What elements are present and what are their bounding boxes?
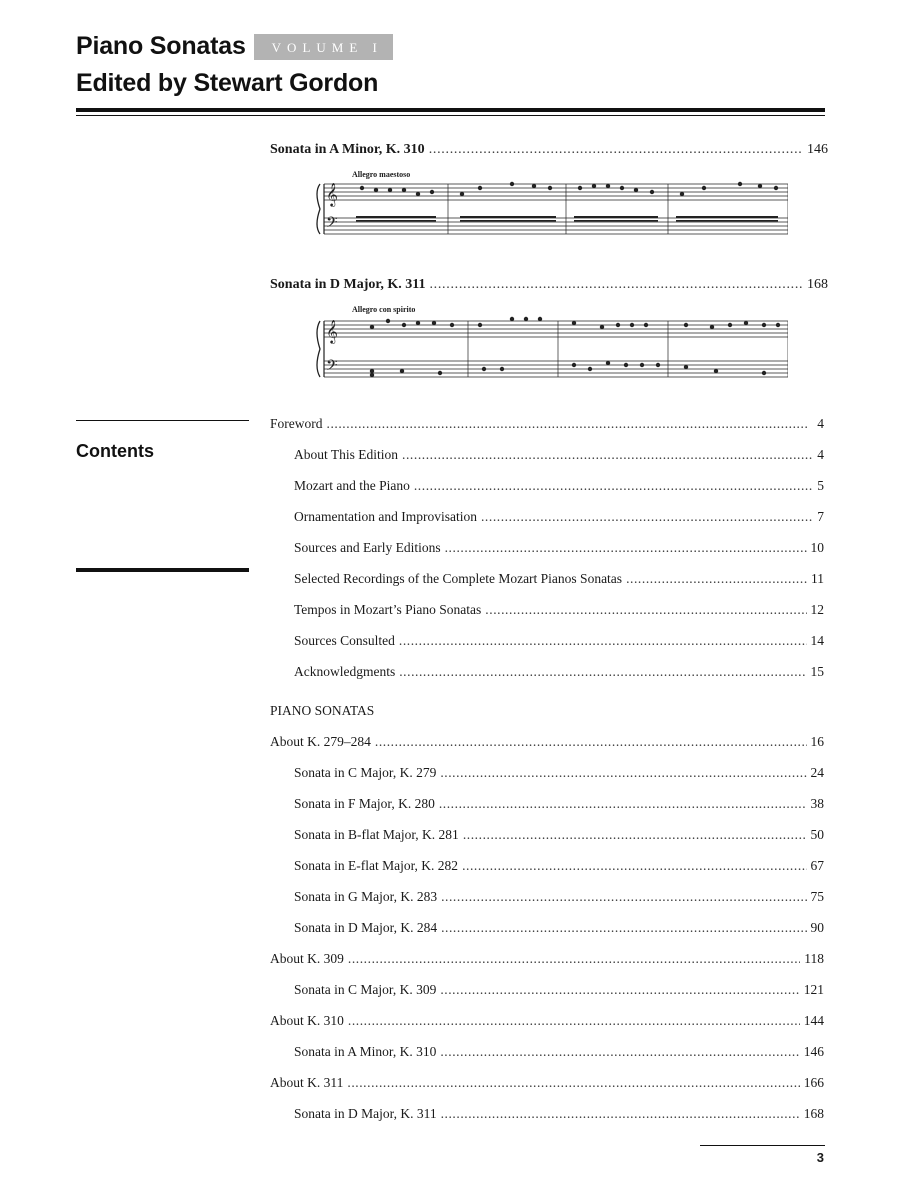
music-excerpt-k311 <box>312 305 788 387</box>
toc-item-page: 12 <box>810 602 824 617</box>
toc-item[interactable] <box>294 571 824 587</box>
toc-item[interactable] <box>270 1013 824 1029</box>
leader-dots <box>485 602 806 618</box>
leader-dots <box>429 142 803 158</box>
svg-text:𝄢: 𝄢 <box>326 214 338 235</box>
svg-text:𝄢: 𝄢 <box>326 357 338 378</box>
leader-dots <box>439 796 807 812</box>
toc-item[interactable] <box>294 920 824 936</box>
toc-item[interactable] <box>294 889 824 905</box>
page-title: Piano Sonatas <box>76 32 246 60</box>
toc-item[interactable] <box>270 1075 824 1091</box>
leader-dots <box>375 734 807 750</box>
tempo-marking: Allegro maestoso <box>352 170 411 179</box>
leader-dots <box>399 633 807 649</box>
toc-item[interactable] <box>294 633 824 649</box>
toc-item-label: Sonata in C Major, K. 309 <box>294 982 437 997</box>
footer-rule <box>700 1145 825 1146</box>
leader-dots <box>462 858 806 874</box>
page-subtitle: Edited by Stewart Gordon <box>76 69 379 97</box>
toc-item-label: Sources and Early Editions <box>294 540 441 555</box>
toc-item[interactable] <box>270 416 824 432</box>
toc-item-page: 75 <box>810 889 824 904</box>
toc-item[interactable] <box>294 540 824 556</box>
toc-item-page: 144 <box>803 1013 824 1028</box>
svg-text:𝄞: 𝄞 <box>326 182 338 206</box>
leader-dots <box>441 889 806 905</box>
toc-item-label: About K. 311 <box>270 1075 344 1090</box>
toc-section-heading: PIANO SONATAS <box>270 703 375 718</box>
toc-item-page: 166 <box>803 1075 824 1090</box>
toc-item-label: Sources Consulted <box>294 633 395 648</box>
toc-item-page: 11 <box>811 571 824 586</box>
leader-dots <box>440 1044 799 1060</box>
featured-sonata-page: 146 <box>807 142 828 157</box>
toc-item[interactable] <box>294 664 824 680</box>
leader-dots <box>429 277 803 293</box>
leader-dots <box>441 1106 800 1122</box>
toc-item-page: 118 <box>804 951 824 966</box>
toc-item[interactable] <box>294 602 824 618</box>
page-header <box>76 32 393 98</box>
toc-item-page: 4 <box>817 447 824 462</box>
svg-text:𝄞: 𝄞 <box>326 319 338 343</box>
toc-item[interactable] <box>294 765 824 781</box>
tempo-marking: Allegro con spirito <box>352 305 416 314</box>
page-number: 3 <box>816 1150 824 1165</box>
contents-heading: Contents <box>76 441 154 461</box>
leader-dots <box>441 920 806 936</box>
toc-item-label: About K. 310 <box>270 1013 344 1028</box>
toc-item-page: 10 <box>810 540 824 555</box>
toc-item[interactable] <box>294 1106 824 1122</box>
featured-sonata-page: 168 <box>807 277 828 292</box>
leader-dots <box>626 571 807 587</box>
toc-item[interactable] <box>294 858 824 874</box>
toc-item-label: About K. 279–284 <box>270 734 371 749</box>
leader-dots <box>327 416 814 432</box>
toc-item-label: Sonata in B-flat Major, K. 281 <box>294 827 459 842</box>
header-rule-thin <box>76 115 825 116</box>
leader-dots <box>440 765 806 781</box>
leader-dots <box>348 1013 800 1029</box>
music-staff-icon <box>312 170 788 248</box>
toc-item-page: 121 <box>803 982 824 997</box>
toc-item-page: 90 <box>810 920 824 935</box>
toc-item-label: Sonata in F Major, K. 280 <box>294 796 435 811</box>
featured-sonata-title: Sonata in A Minor, K. 310 <box>270 142 425 157</box>
toc-item-page: 168 <box>803 1106 824 1121</box>
featured-sonata-title: Sonata in D Major, K. 311 <box>270 277 426 292</box>
toc-item-page: 14 <box>810 633 824 648</box>
toc-item[interactable] <box>270 734 824 750</box>
leader-dots <box>348 951 800 967</box>
featured-sonata-entry[interactable] <box>270 277 828 293</box>
sidebar-rule-thick <box>76 568 249 572</box>
volume-badge: VOLUME I <box>254 34 393 60</box>
toc-item-page: 50 <box>810 827 824 842</box>
toc-item-label: Sonata in D Major, K. 284 <box>294 920 438 935</box>
toc-item-page: 38 <box>810 796 824 811</box>
featured-sonata-entry[interactable] <box>270 142 828 158</box>
toc-item-label: Sonata in D Major, K. 311 <box>294 1106 437 1121</box>
toc-item-label: Sonata in C Major, K. 279 <box>294 765 437 780</box>
toc-item-page: 24 <box>810 765 824 780</box>
sidebar-rule-thin <box>76 420 249 421</box>
music-excerpt-k310 <box>312 170 788 248</box>
toc-item-page: 4 <box>817 416 824 431</box>
toc-item-page: 7 <box>817 509 824 524</box>
toc-item[interactable] <box>270 951 824 967</box>
leader-dots <box>402 447 813 463</box>
leader-dots <box>445 540 807 556</box>
title-row <box>76 32 393 61</box>
toc-item-label: About This Edition <box>294 447 399 462</box>
toc-item-page: 146 <box>803 1044 824 1059</box>
toc-item[interactable] <box>294 478 824 494</box>
toc-item-label: Foreword <box>270 416 323 431</box>
toc-item[interactable] <box>294 509 824 525</box>
toc-item-label: Mozart and the Piano <box>294 478 410 493</box>
toc-item[interactable] <box>294 1044 824 1060</box>
toc-item-label: Tempos in Mozart’s Piano Sonatas <box>294 602 482 617</box>
toc-item-label: Sonata in A Minor, K. 310 <box>294 1044 437 1059</box>
toc-item[interactable] <box>294 447 824 463</box>
toc-item-label: Selected Recordings of the Complete Mozart Pianos Sonatas <box>294 571 623 586</box>
toc-item-page: 16 <box>810 734 824 749</box>
toc-item-page: 67 <box>810 858 824 873</box>
music-staff-icon <box>312 305 788 387</box>
leader-dots <box>347 1075 799 1091</box>
toc-item-label: Acknowledgments <box>294 664 396 679</box>
toc-item-page: 5 <box>817 478 824 493</box>
leader-dots <box>481 509 813 525</box>
leader-dots <box>399 664 806 680</box>
leader-dots <box>414 478 813 494</box>
leader-dots <box>463 827 807 843</box>
toc-item-label: Sonata in E-flat Major, K. 282 <box>294 858 459 873</box>
toc-item-label: About K. 309 <box>270 951 344 966</box>
toc-item[interactable] <box>294 796 824 812</box>
toc-item-page: 15 <box>810 664 824 679</box>
toc-item[interactable] <box>294 982 824 998</box>
toc-item[interactable] <box>294 827 824 843</box>
leader-dots <box>440 982 799 998</box>
header-rule-thick <box>76 108 825 112</box>
toc-item-label: Ornamentation and Improvisation <box>294 509 477 524</box>
toc-item-label: Sonata in G Major, K. 283 <box>294 889 438 904</box>
